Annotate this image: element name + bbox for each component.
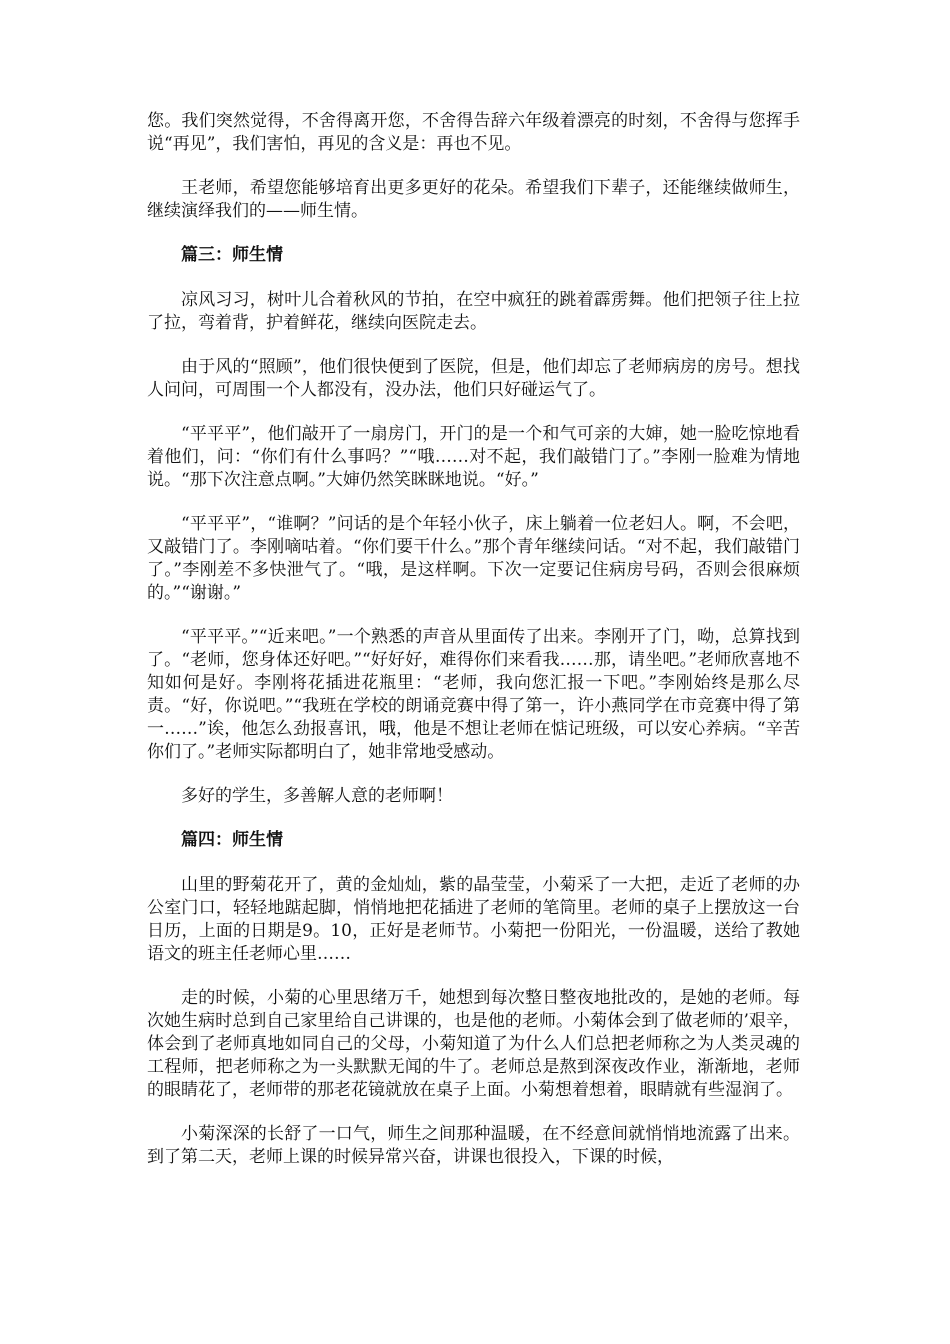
section-heading-part3: 篇三：师生情 [181, 245, 283, 265]
paragraph-cool-wind: 凉风习习，树叶儿合着秋风的节拍，在空中疯狂的跳着霹雳舞。他们把领子往上拉了拉，弯着背，护着鲜花，继续向医院走去。 [147, 290, 800, 333]
paragraph-conclusion: 多好的学生，多善解人意的老师啊！ [181, 786, 453, 806]
section-heading-part4: 篇四：师生情 [181, 830, 283, 850]
paragraph-first-door: “平平平”，他们敲开了一扇房门，开门的是一个和气可亲的大婶，她一脸吃惊地看着他们，问：“你们有什么事吗？”“哦……对不起，我们敲错门了。”李刚一脸难为情地说。“那下次注意点啊。”大婶仍然笑眯眯地说。“好。” [147, 424, 800, 490]
paragraph-hospital: 由于风的“照顾”，他们很快便到了医院，但是，他们却忘了老师病房的房号。想找人问问，可周围一个人都没有，没办法，他们只好碰运气了。 [147, 357, 800, 400]
paragraph-intro-end: 您。我们突然觉得，不舍得离开您，不舍得告辞六年级着漂亮的时刻，不舍得与您挥手说“再见”，我们害怕，再见的含义是：再也不见。 [147, 111, 800, 154]
paragraph-next-day: 小菊深深的长舒了一口气，师生之间那种温暖，在不经意间就悄悄地流露了出来。到了第二天，老师上课的时候异常兴奋，讲课也很投入，下课的时候， [147, 1124, 800, 1167]
paragraph-second-door: “平平平”，“谁啊？”问话的是个年轻小伙子，床上躺着一位老妇人。啊，不会吧，又敲错门了。李刚嘀咕着。“你们要干什么。”那个青年继续问话。“对不起，我们敲错门了。”李刚差不多快泄气了。“哦，是这样啊。下次一定要记住病房号码，否则会很麻烦的。”“谢谢。” [147, 514, 800, 603]
paragraph-wish: 王老师，希望您能够培育出更多更好的花朵。希望我们下辈子，还能继续做师生，继续演绎我们的——师生情。 [147, 178, 800, 221]
paragraph-thoughts: 走的时候，小菊的心里思绪万千，她想到每次整日整夜地批改的，是她的老师。每次她生病时总到自己家里给自己讲课的，也是他的老师。小菊体会到了做老师的’艰辛，体会到了老师真地如同自己的父母，小菊知道了为什么人们总把老师称之为人类灵魂的工程师，把老师称之为一头默默无闻的牛了。老师总是熬到深夜改作业，渐渐地，老师的眼睛花了，老师带的那老花镜就放在桌子上面。小菊想着想着，眼睛就有些湿润了。 [147, 988, 800, 1100]
paragraph-wild-chrysanthemum: 山里的野菊花开了，黄的金灿灿，紫的晶莹莹，小菊采了一大把，走近了老师的办公室门口，轻轻地踮起脚，悄悄地把花插进了老师的笔筒里。老师的桌子上摆放这一台日历，上面的日期是9。10，正好是老师节。小菊把一份阳光，一份温暖，送给了教她语文的班主任老师心里…… [147, 875, 800, 964]
paragraph-teacher-room: “平平平。”“近来吧。”一个熟悉的声音从里面传了出来。李刚开了门，呦，总算找到了。“老师，您身体还好吧。”“好好好，难得你们来看我……那，请坐吧。”老师欣喜地不知如何是好。李刚将花插进花瓶里：“老师，我向您汇报一下吧。”李刚始终是那么尽责。“好，你说吧。”“我班在学校的朗诵竞赛中得了第一，许小燕同学在市竞赛中得了第一……”诶，他怎么劲报喜讯，哦，他是不想让老师在惦记班级，可以安心养病。“辛苦你们了。”老师实际都明白了，她非常地受感动。 [147, 627, 800, 762]
